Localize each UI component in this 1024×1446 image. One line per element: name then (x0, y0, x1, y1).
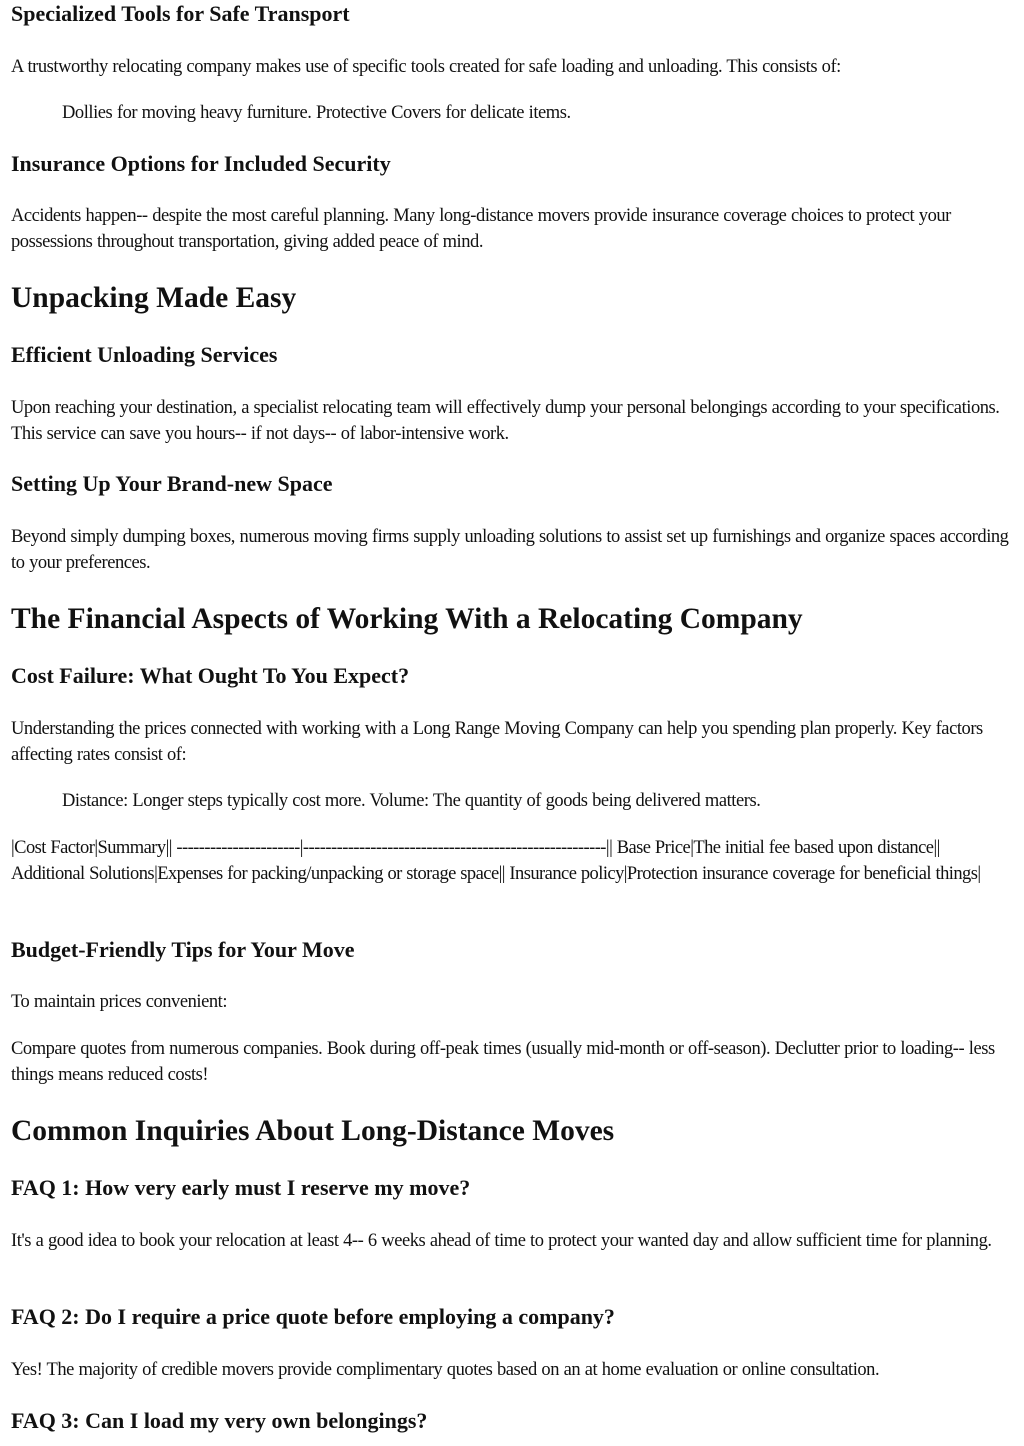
budget-paragraph: Compare quotes from numerous companies. Book during off-peak times (usually mid-month or off-season). Declutter prior to loading-- less things means reduced costs! (11, 1039, 995, 1085)
financial-heading: The Financial Aspects of Working With a Relocating Company (11, 603, 803, 635)
faq1-answer: It's a good idea to book your relocation at least 4-- 6 weeks ahead of time to protect your wanted day and allow sufficient time for planning. (11, 1231, 992, 1251)
cost-paragraph: Understanding the prices connected with working with a Long Range Moving Company can help you spending plan properly. Key factors affecting rates consist of: (11, 719, 983, 765)
cost-list: Distance: Longer steps typically cost more. Volume: The quantity of goods being delivered matters. (62, 791, 761, 811)
tools-heading: Specialized Tools for Safe Transport (11, 1, 350, 26)
insurance-paragraph: Accidents happen-- despite the most careful planning. Many long-distance movers provide insurance coverage choices to protect your possessions throughout transportation, giving added peace of mind. (11, 206, 951, 252)
tools-list: Dollies for moving heavy furniture. Protective Covers for delicate items. (62, 103, 571, 123)
unloading-heading: Efficient Unloading Services (11, 342, 278, 367)
budget-intro: To maintain prices convenient: (11, 992, 228, 1012)
unpacking-heading: Unpacking Made Easy (11, 282, 297, 314)
cost-table-text: |Cost Factor|Summary|| ----------------------|------------------------------------------------------|| Base Price|The initial fee based upon distance|| Additional Solutions|Expenses for packing/unpacking or storage space|| Insurance policy|Protection insurance coverage for beneficial things| (11, 838, 981, 884)
faq3-question: FAQ 3: Can I load my very own belongings? (11, 1408, 428, 1433)
insurance-heading: Insurance Options for Included Security (11, 151, 391, 176)
tools-paragraph: A trustworthy relocating company makes use of specific tools created for safe loading and unloading. This consists of: (11, 57, 841, 77)
faq-heading: Common Inquiries About Long-Distance Moves (11, 1115, 615, 1147)
setup-heading: Setting Up Your Brand-new Space (11, 471, 333, 496)
cost-heading: Cost Failure: What Ought To You Expect? (11, 663, 410, 688)
faq2-answer: Yes! The majority of credible movers provide complimentary quotes based on an at home evaluation or online consultation. (11, 1360, 880, 1380)
budget-heading: Budget-Friendly Tips for Your Move (11, 937, 355, 962)
faq1-question: FAQ 1: How very early must I reserve my move? (11, 1175, 471, 1200)
faq2-question: FAQ 2: Do I require a price quote before employing a company? (11, 1304, 615, 1329)
setup-paragraph: Beyond simply dumping boxes, numerous moving firms supply unloading solutions to assist set up furnishings and organize spaces according to your preferences. (11, 527, 1009, 573)
unloading-paragraph: Upon reaching your destination, a specialist relocating team will effectively dump your personal belongings according to your specifications. This service can save you hours-- if not days-- of labor-intensive work. (11, 398, 1000, 444)
